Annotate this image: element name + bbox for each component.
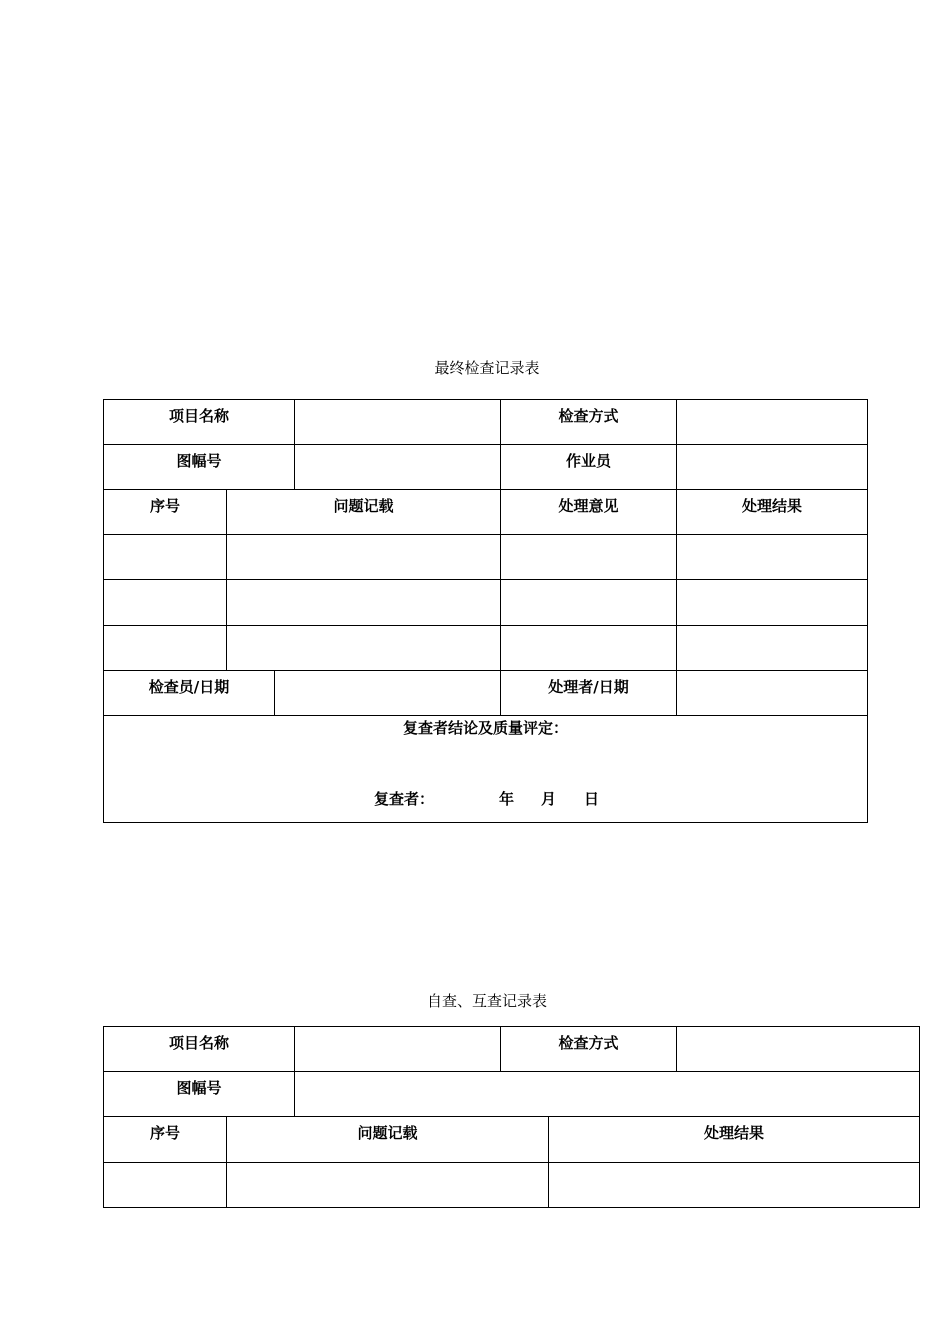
opinion-header — [500, 489, 677, 535]
project-name-label: 项目名称 — [168, 1034, 229, 1052]
operator-label-cell — [500, 444, 677, 490]
seq-header — [103, 1116, 227, 1163]
map-sheet-field[interactable] — [294, 1071, 920, 1117]
table-cell-opinion[interactable] — [500, 534, 677, 580]
project-name-field[interactable] — [294, 399, 501, 445]
project-name-field[interactable] — [294, 1026, 501, 1072]
inspection-method-label: 检查方式 — [558, 1034, 619, 1052]
inspection-method-field[interactable] — [676, 399, 868, 445]
table-cell-seq[interactable] — [103, 579, 227, 626]
month-label: 月 — [541, 790, 557, 808]
table-cell-problem[interactable] — [226, 579, 501, 626]
table-cell-result[interactable] — [548, 1162, 920, 1208]
year-label: 年 — [499, 790, 515, 808]
table-cell-problem[interactable] — [226, 625, 501, 671]
result-label: 处理结果 — [703, 1124, 764, 1142]
handler-date-label-cell — [500, 670, 677, 716]
handler-date-label: 处理者/日期 — [548, 678, 629, 696]
self-form-title: 自查、互查记录表 — [426, 992, 547, 1010]
operator-field[interactable] — [676, 444, 868, 490]
result-header — [676, 489, 868, 535]
map-sheet-label-cell — [103, 444, 295, 490]
result-header — [548, 1116, 920, 1163]
seq-header — [103, 489, 227, 535]
seq-label: 序号 — [149, 1124, 180, 1142]
map-sheet-label-cell — [103, 1071, 295, 1117]
result-label: 处理结果 — [741, 497, 802, 515]
table-cell-seq[interactable] — [103, 534, 227, 580]
inspection-method-label-cell — [500, 399, 677, 445]
table-cell-problem[interactable] — [226, 1162, 549, 1208]
seq-label: 序号 — [149, 497, 180, 515]
inspection-method-field[interactable] — [676, 1026, 920, 1072]
table-cell-seq[interactable] — [103, 1162, 227, 1208]
problem-header — [226, 489, 501, 535]
project-name-label-cell — [103, 399, 295, 445]
conclusion-label: 复查者结论及质量评定： — [402, 719, 568, 737]
inspection-method-label: 检查方式 — [558, 407, 619, 425]
reviewer-label: 复查者： — [374, 790, 435, 808]
table-cell-problem[interactable] — [226, 534, 501, 580]
problem-header — [226, 1116, 549, 1163]
table-cell-result[interactable] — [676, 625, 868, 671]
table-cell-opinion[interactable] — [500, 579, 677, 626]
inspection-method-label-cell — [500, 1026, 677, 1072]
problem-label: 问题记载 — [333, 497, 394, 515]
table-cell-result[interactable] — [676, 579, 868, 626]
operator-label: 作业员 — [565, 452, 611, 470]
inspector-date-label: 检查员/日期 — [148, 678, 230, 696]
inspector-date-label-cell — [103, 670, 275, 716]
final-form-title: 最终检查记录表 — [434, 359, 540, 377]
inspector-date-field[interactable] — [274, 670, 501, 716]
table-cell-opinion[interactable] — [500, 625, 677, 671]
opinion-label: 处理意见 — [558, 497, 619, 515]
table-cell-result[interactable] — [676, 534, 868, 580]
map-sheet-field[interactable] — [294, 444, 501, 490]
day-label: 日 — [584, 790, 600, 808]
problem-label: 问题记载 — [357, 1124, 418, 1142]
map-sheet-label: 图幅号 — [176, 452, 222, 470]
project-name-label-cell — [103, 1026, 295, 1072]
map-sheet-label: 图幅号 — [176, 1079, 222, 1097]
handler-date-field[interactable] — [676, 670, 868, 716]
project-name-label: 项目名称 — [168, 407, 229, 425]
conclusion-cell[interactable] — [103, 715, 868, 823]
table-cell-seq[interactable] — [103, 625, 227, 671]
